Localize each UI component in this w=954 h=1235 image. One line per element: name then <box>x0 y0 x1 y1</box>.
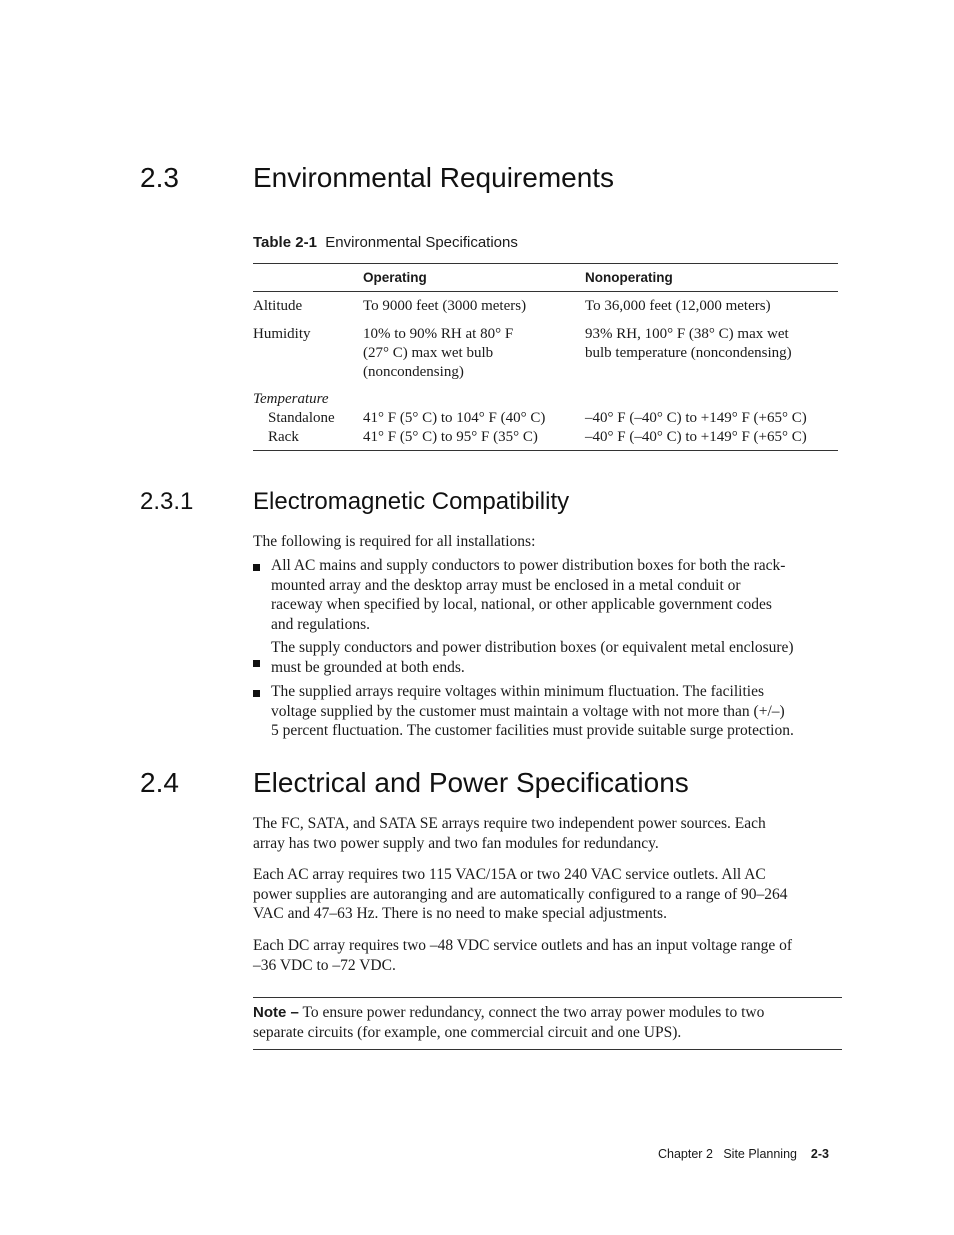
subsection-title: Electromagnetic Compatibility <box>253 488 570 515</box>
row-label-altitude: Altitude <box>253 298 303 314</box>
paragraph-line: –36 VDC to –72 VDC. <box>253 956 396 974</box>
footer-section: Site Planning <box>723 1147 797 1161</box>
list-item-line: voltage supplied by the customer must maintain a voltage with not more than (+/–) <box>271 702 785 720</box>
paragraph <box>253 814 766 853</box>
altitude-nonoperating: To 36,000 feet (12,000 meters) <box>585 298 771 314</box>
list-item-line: must be grounded at both ends. <box>271 658 465 676</box>
humidity-nonoperating-line: 93% RH, 100° F (38° C) max wet <box>585 326 789 342</box>
table-caption <box>253 234 518 252</box>
section-title: Electrical and Power Specifications <box>253 767 689 798</box>
row-label-humidity: Humidity <box>253 326 311 342</box>
paragraph-line: VAC and 47–63 Hz. There is no need to make special adjustments. <box>253 905 667 922</box>
bullet-icon <box>253 564 260 571</box>
paragraph-line: Each AC array requires two 115 VAC/15A or two 240 VAC service outlets. All AC <box>253 866 766 883</box>
row-label-standalone: Standalone <box>268 410 335 426</box>
standalone-nonoperating: –40° F (–40° C) to +149° F (+65° C) <box>585 410 807 426</box>
paragraph-line: The FC, SATA, and SATA SE arrays require two independent power sources. Each <box>253 815 766 832</box>
paragraph-line: power supplies are autoranging and are automatically configured to a range of 90–264 <box>253 885 788 903</box>
paragraph-line: Each DC array requires two –48 VDC service outlets and has an input voltage range of <box>253 937 793 954</box>
note-text <box>253 1003 764 1042</box>
row-label-temperature: Temperature <box>253 391 329 407</box>
page-number: 2-3 <box>810 1147 829 1161</box>
section-number: 2.3 <box>140 162 179 193</box>
note-top-rule <box>253 997 842 998</box>
bullet-icon <box>253 660 260 667</box>
humidity-operating-line: 10% to 90% RH at 80° F <box>363 326 514 342</box>
note-bottom-rule <box>253 1049 842 1050</box>
note-line: To ensure power redundancy, connect the two array power modules to two <box>302 1004 765 1021</box>
list-item-line: mounted array and the desktop array must be enclosed in a metal conduit or <box>271 576 741 594</box>
subsection-number: 2.3.1 <box>140 488 194 515</box>
section-number: 2.4 <box>140 767 179 798</box>
emc-intro: The following is required for all installations: <box>253 533 536 550</box>
humidity-operating-line: (noncondensing) <box>363 364 464 380</box>
rack-nonoperating: –40° F (–40° C) to +149° F (+65° C) <box>585 429 807 445</box>
humidity-operating <box>363 325 513 382</box>
page-footer <box>658 1146 829 1162</box>
header-operating: Operating <box>363 270 427 285</box>
header-nonoperating: Nonoperating <box>585 270 673 285</box>
humidity-operating-line: (27° C) max wet bulb <box>363 345 494 361</box>
note-label: Note – <box>253 1004 299 1021</box>
list-item-line: The supplied arrays require voltages within minimum fluctuation. The facilities <box>271 683 765 700</box>
altitude-operating: To 9000 feet (3000 meters) <box>363 298 527 314</box>
bullet-icon <box>253 690 260 697</box>
list-item-line: raceway when specified by local, national, or other applicable government codes <box>271 596 772 613</box>
list-item-line: 5 percent fluctuation. The customer facilities must provide suitable surge protection. <box>271 722 794 739</box>
paragraph <box>253 936 792 975</box>
rack-operating: 41° F (5° C) to 95° F (35° C) <box>363 429 538 445</box>
paragraph-line: array has two power supply and two fan modules for redundancy. <box>253 834 659 852</box>
list-item-line: and regulations. <box>271 615 371 633</box>
humidity-nonoperating-line: bulb temperature (noncondensing) <box>585 345 792 361</box>
section-title: Environmental Requirements <box>253 162 615 193</box>
table-header-rule <box>253 291 838 292</box>
list-item-line: The supply conductors and power distribution boxes (or equivalent metal enclosure) <box>271 639 794 656</box>
table-top-rule <box>253 263 838 264</box>
table-label: Table 2-1 <box>253 234 317 251</box>
footer-chapter: Chapter 2 <box>658 1147 713 1161</box>
list-item <box>271 682 794 741</box>
paragraph <box>253 865 788 924</box>
list-item <box>271 556 785 634</box>
humidity-nonoperating <box>585 325 792 363</box>
row-label-rack: Rack <box>268 429 299 445</box>
list-item <box>271 638 794 677</box>
list-item-line: All AC mains and supply conductors to power distribution boxes for both the rack- <box>271 557 786 574</box>
standalone-operating: 41° F (5° C) to 104° F (40° C) <box>363 410 546 426</box>
table-caption-text: Environmental Specifications <box>325 234 518 251</box>
table-bottom-rule <box>253 450 838 451</box>
note-line: separate circuits (for example, one commercial circuit and one UPS). <box>253 1023 682 1041</box>
